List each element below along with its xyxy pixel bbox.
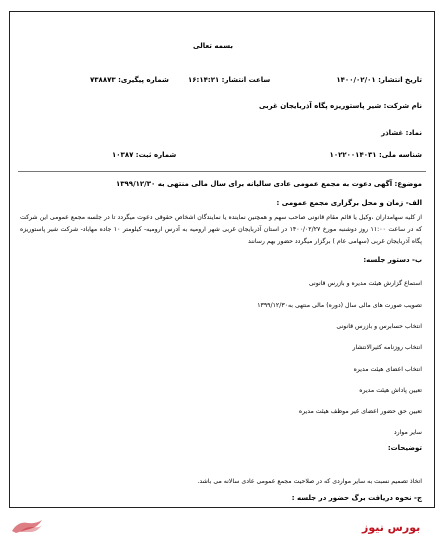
- national-id: شناسه ملی: ۱۰۲۲۰۰۱۴۰۳۱: [329, 151, 422, 159]
- publish-date: تاریخ انتشار: ۱۴۰۰/۰۲/۰۱: [336, 76, 422, 84]
- agenda-item: تعیین پاداش هیئت مدیره: [359, 387, 422, 394]
- registration-number: شماره ثبت: ۱۰۳۸۷: [112, 151, 177, 159]
- doc-header: بسمه تعالی: [193, 42, 234, 50]
- agenda-item: تعیین حق حضور اعضای غیر موظف هیئت مدیره: [298, 408, 422, 415]
- agenda-item: انتخاب روزنامه کثیرالانتشار: [352, 344, 422, 351]
- agenda-item: انتخاب اعضای هیئت مدیره: [353, 366, 422, 373]
- subject: موضوع: آگهی دعوت به مجمع عمومی عادی سالیانه برای سال مالی منتهی به ۱۳۹۹/۱۲/۳۰: [115, 180, 422, 188]
- company-name: نام شرکت: شیر پاستوریزه پگاه آذربایجان غربی: [258, 102, 422, 110]
- notes-body: اتخاذ تصمیم نسبت به سایر مواردی که در صلاحیت مجمع عمومی عادی سالانه می باشد.: [197, 478, 422, 485]
- brand-name: بورس نیوز: [362, 521, 421, 534]
- publish-time: ساعت انتشار: ۱۶:۱۴:۲۱: [188, 76, 271, 84]
- agenda-item: استماع گزارش هیئت مدیره و بازرس قانونی: [308, 280, 422, 287]
- section-a-body: از کلیه سهامداران ،وکیل یا قائم مقام قانونی صاحب سهم و همچنین نماینده یا نمایندگان اشخاص حقوقی دعوت میگردد تا در جلسه مجمع عمومی این شرکت که در ساعت ۱۱:۰۰ روز دوشنبه مورخ ۱۴۰۰/۰۲/۲۷ در استان آذربایجان غربی شهر ارومیه به آدرس ارومیه- کیلومتر ۱۰ جاده مهاباد- شرکت شیر پاستوریزه پگاه آذربایجان غربی (سهامی عام ) برگزار میگردد حضور بهم رسانند: [20, 214, 423, 245]
- section-b-title: ب- دستور جلسه:: [363, 256, 422, 264]
- divider: [18, 171, 426, 172]
- agenda-item: سایر موارد: [393, 429, 422, 436]
- symbol: نماد: غشاذر: [381, 129, 422, 137]
- brand-logo-icon: [10, 517, 44, 535]
- agenda-item: انتخاب حسابرس و بازرس قانونی: [336, 323, 422, 330]
- notice-document: [9, 11, 435, 508]
- agenda-item: تصویب صورت های مالی سال (دوره) مالی منتهی به۱۳۹۹/۱۲/۳۰: [257, 302, 422, 309]
- notes-title: توضیحات:: [387, 444, 422, 452]
- section-a-title: الف- زمان و محل برگزاری مجمع عمومی :: [276, 199, 422, 207]
- tracking-number: شماره پیگیری: ۷۳۸۸۷۳: [90, 76, 169, 84]
- section-c-title: ج- نحوه دریافت برگ حضور در جلسه :: [291, 494, 422, 502]
